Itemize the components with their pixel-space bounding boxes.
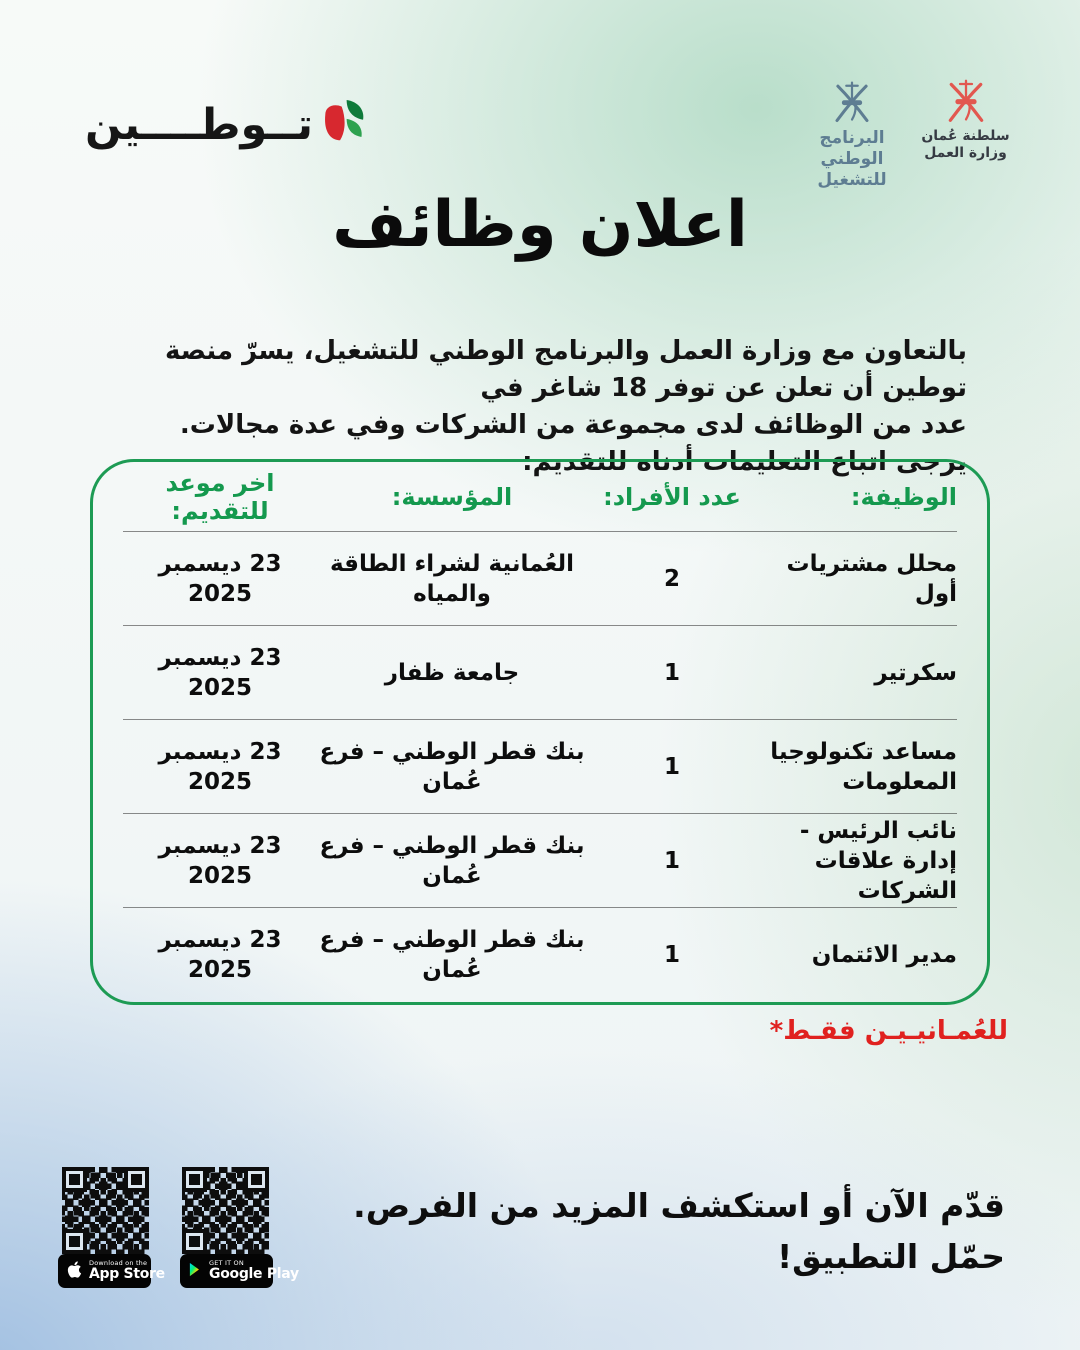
omanis-only-note: للعُمـانيـيـن فقـط* (769, 1016, 1008, 1046)
cell-count: 1 (663, 942, 680, 968)
tawteen-flower-icon (322, 96, 368, 154)
cell-org: بنك قطر الوطني – فرع عُمان (319, 832, 585, 889)
cell-job: مدير الائتمان (811, 942, 957, 968)
cell-job: نائب الرئيس - إدارة علاقات الشركات (799, 817, 957, 904)
table-row (123, 720, 957, 814)
nep-logo (793, 80, 911, 191)
google-play-badge[interactable] (180, 1254, 299, 1288)
cell-count: 1 (663, 847, 680, 874)
cell-deadline: 23 ديسمبر 2025 (158, 644, 282, 701)
table-row (123, 626, 957, 720)
table-header-row (123, 462, 957, 532)
cta-line2: حمّل التطبيق! (777, 1237, 1005, 1276)
qr-code-row (62, 1167, 269, 1254)
header-deadline: اخر موعد للتقديم: (165, 468, 275, 525)
google-play-qr-code (182, 1167, 269, 1254)
oman-emblem-icon (830, 80, 874, 124)
table-row (123, 532, 957, 626)
nep-logo-line2: للتشغيل (817, 170, 887, 190)
ministry-emblem-icon (943, 78, 989, 124)
cta-text (353, 1180, 1005, 1282)
nep-logo-line1: البرنامج الوطني (819, 128, 885, 169)
cell-job: سكرتير (874, 659, 957, 686)
jobs-table (90, 459, 990, 1005)
cell-org: بنك قطر الوطني – فرع عُمان (319, 738, 585, 795)
header-count: عدد الأفراد: (603, 482, 741, 511)
app-store-qr-code (62, 1167, 149, 1254)
cell-deadline: 23 ديسمبر 2025 (158, 927, 282, 983)
ministry-logo (903, 78, 1028, 162)
google-play-badge-big-text: Google Play (209, 1266, 299, 1283)
google-play-badge-small-text: GET IT ON (209, 1259, 244, 1268)
cell-count: 2 (663, 565, 680, 592)
table-row (123, 908, 957, 1002)
ministry-logo-line2: وزارة العمل (924, 145, 1007, 161)
cell-job: مساعد تكنولوجيا المعلومات (770, 738, 957, 795)
cell-org: جامعة ظفار (384, 659, 520, 686)
app-store-badge-small-text: Download on the (89, 1259, 148, 1268)
cell-org: العُمانية لشراء الطاقة والمياه (329, 550, 575, 607)
header-org: المؤسسة: (391, 482, 513, 511)
app-store-badge[interactable] (58, 1254, 165, 1288)
apple-icon (66, 1260, 83, 1283)
cell-count: 1 (663, 659, 680, 686)
cell-count: 1 (663, 753, 680, 780)
table-row (123, 814, 957, 908)
intro-line2: عدد من الوظائف لدى مجموعة من الشركات وفي عدة مجالات. (179, 410, 967, 440)
google-play-icon (188, 1261, 203, 1282)
header-job: الوظيفة: (850, 482, 957, 511)
ministry-logo-line1: سلطنة عُمان (921, 128, 1010, 144)
cell-deadline: 23 ديسمبر 2025 (158, 550, 282, 607)
intro-line1: بالتعاون مع وزارة العمل والبرنامج الوطني للتشغيل، يسرّ منصة توطين أن تعلن عن توفر 18 شاغر في (165, 336, 967, 403)
cell-job: محلل مشتريات أول (786, 550, 957, 607)
tawteen-logo (85, 96, 368, 154)
cta-line1: قدّم الآن أو استكشف المزيد من الفرص. (353, 1186, 1005, 1225)
page-title: اعلان وظائف (332, 188, 748, 262)
app-store-badge-big-text: App Store (89, 1266, 165, 1283)
intro-line3: يرجى اتباع التعليمات أدناه للتقديم: (522, 447, 967, 477)
tawteen-wordmark: تــوطــــين (85, 100, 314, 150)
cell-org: بنك قطر الوطني – فرع عُمان (319, 927, 585, 983)
cell-deadline: 23 ديسمبر 2025 (158, 738, 282, 795)
store-badges (58, 1254, 299, 1288)
cell-deadline: 23 ديسمبر 2025 (158, 832, 282, 889)
